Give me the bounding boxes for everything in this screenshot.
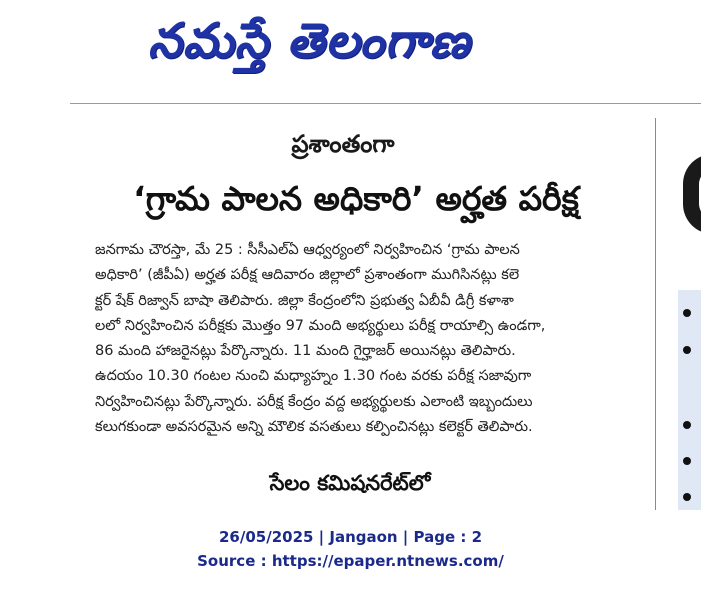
next-article-headline: సేలం కమిషనరేట్‌లో — [269, 471, 431, 495]
article-body-line: అధికారి’ (జీపీఏ) అర్హత పరీక్ష ఆదివారం జిల్లాలో ప్రశాంతంగా ముగిసినట్లు కలె — [95, 267, 520, 284]
bullet-icon — [683, 346, 691, 354]
adjacent-column-headline-fragment — [677, 150, 701, 240]
article-body-line: క్టర్ షేక్ రిజ్వాన్ బాషా తెలిపారు. జిల్లా కేంద్రంలోని ప్రభుత్వ ఏబీవీ డిగ్రీ కళాశా — [95, 292, 514, 309]
headline-glyph-fragment — [683, 154, 701, 234]
bullet-icon — [683, 421, 691, 429]
masthead-divider — [70, 103, 701, 104]
article-body-line: ఉదయం 10.30 గంటల నుంచి మధ్యాహ్నం 1.30 గంట వరకు పరీక్ష సజావుగా — [95, 368, 532, 385]
article-body-line: లలో నిర్వహించిన పరీక్షకు మొత్తం 97 మంది అభ్యర్థులు పరీక్ష రాయాల్సి ఉండగా, — [95, 317, 546, 334]
article-headline: ‘గ్రామ పాలన అధికారి’ అర్హత పరీక్ష — [133, 179, 579, 218]
article-body — [95, 238, 640, 440]
bullet-icon — [683, 493, 691, 501]
article-kicker: ప్రశాంతంగా — [291, 130, 395, 158]
article-body-line: నిర్వహించినట్లు పేర్కొన్నారు. పరీక్ష కేంద్రం వద్ద అభ్యర్థులకు ఎలాంటి ఇబ్బందులు — [95, 393, 533, 410]
edition-info: 26/05/2025 | Jangaon | Page : 2 — [218, 528, 483, 546]
bullet-icon — [683, 457, 691, 465]
newspaper-masthead: నమస్తే తెలంగాణ — [148, 13, 471, 69]
article-body-line: 86 మంది హాజరైనట్లు పేర్కొన్నారు. 11 మంది గైర్హాజర్ అయినట్లు తెలిపారు. — [95, 343, 516, 360]
column-divider — [655, 118, 656, 510]
source-link[interactable]: Source : https://epaper.ntnews.com/ — [197, 552, 504, 570]
article-body-line: జనగామ చౌరస్తా, మే 25 : సీసీఎల్ఏ ఆధ్వర్యంలో నిర్వహించిన ‘గ్రామ పాలన — [95, 242, 520, 258]
bullet-icon — [683, 309, 691, 317]
adjacent-column-panel — [678, 290, 701, 510]
article-body-line: కలుగకుండా అవసరమైన అన్ని మౌలిక వసతులు కల్పించినట్లు కలెక్టర్ తెలిపారు. — [95, 419, 533, 436]
